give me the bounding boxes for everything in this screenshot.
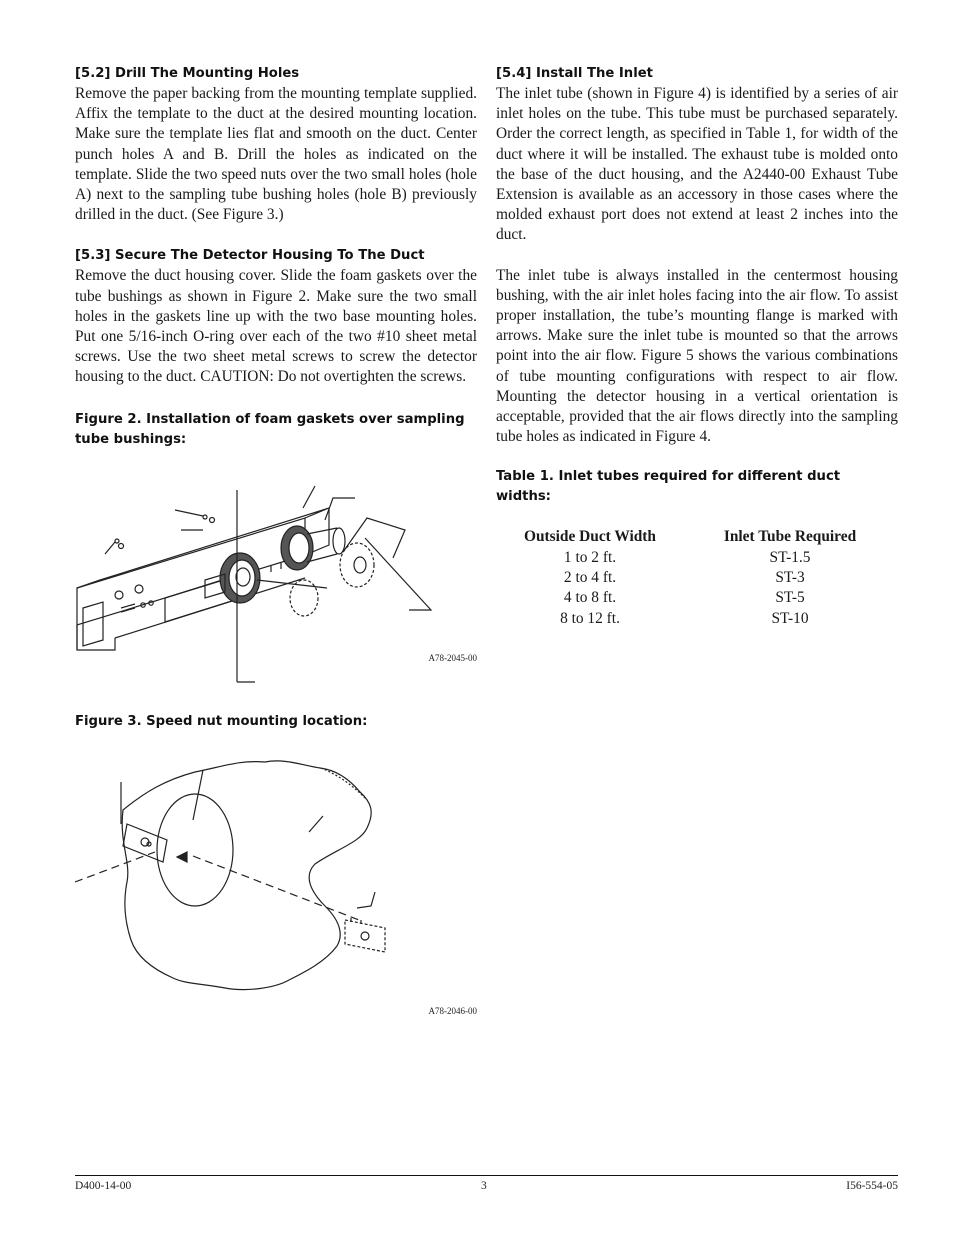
- inlet-tube-cell: ST-5: [775, 589, 805, 607]
- footer-page-number: 3: [481, 1180, 487, 1192]
- figure-3: [75, 732, 477, 1032]
- figure-2-caption: Figure 2. Installation of foam gaskets over sampling tube bushings:: [75, 411, 465, 447]
- table-row: [496, 609, 896, 629]
- section-5-3-body: Remove the duct housing cover. Slide the foam gaskets over the tube bushings as shown in Figure 2. Make sure the two small holes in the gaskets line up with the two base mounting holes. Put one 5/16-inch O-ring over each of the two #10 sheet metal screws. Use the two sheet metal screws to screw the detector housing to the duct. CAUTION: Do not overtighten the screws.: [75, 267, 477, 386]
- left-column: [75, 64, 477, 1032]
- section-5-4-body-2: The inlet tube is always installed in the centermost housing bushing, with the air inlet holes facing into the air flow. To assist proper installation, the tube’s mounting flange is marked with arrows. Make sure the inlet tube is mounted so that the arrows point into the air flow. Figure 5 shows the various combinations of tube mounting configurations with respect to air flow. Mounting the detector housing in a vertical orientation is acceptable, provided that the air flows directly into the sampling tube holes as indicated in Figure 4.: [496, 266, 898, 446]
- figure-3-caption: Figure 3. Speed nut mounting location:: [75, 713, 368, 729]
- screws-illustration: [105, 510, 215, 554]
- section-5-2-body: Remove the paper backing from the mounting template supplied. Affix the template to the duct at the desired mounting location. Make sure the template lies flat and smooth on the duct. Center punch holes A and B. Drill the holes as indicated on the template. Slide the two speed nuts over the two small holes (hole A) next to the sampling tube bushing holes (hole B) previously drilled in the duct. (See Figure 3.): [75, 85, 477, 224]
- inlet-tube-cell: ST-3: [775, 569, 805, 587]
- inlet-tube-cell: ST-10: [771, 609, 809, 627]
- duct-width-cell: 2 to 4 ft.: [563, 569, 617, 587]
- table-row: [496, 568, 896, 588]
- section-5-4-body-1: The inlet tube (shown in Figure 4) is identified by a series of air inlet holes on the tube. This tube must be purchased separately. Order the correct length, as specified in Table 1, for width of the duct where it will be installed. The exhaust tube is molded onto the base of the duct housing, and the A2440-00 Exhaust Tube Extension is available as an accessory in those cases where the molded exhaust port does not extend at least 2 inches into the duct.: [496, 85, 898, 244]
- duct-wall-illustration: [122, 761, 371, 990]
- figure-2: [75, 450, 477, 712]
- section-5-3-heading: [5.3] Secure The Detector Housing To The Duct: [75, 248, 425, 264]
- duct-width-cell: 4 to 8 ft.: [563, 589, 617, 607]
- section-5-4-heading: [5.4] Install The Inlet: [496, 66, 653, 81]
- figure-3-art-code: A78-2046-00: [428, 1005, 477, 1016]
- table-row: [496, 588, 896, 608]
- duct-width-cell: 8 to 12 ft.: [560, 609, 620, 627]
- figure-2-drawing: [75, 450, 477, 712]
- figure-2-art-code: A78-2045-00: [428, 652, 477, 663]
- footer-form-number: I56-554-05: [846, 1180, 898, 1192]
- inlet-tube-cell: ST-1.5: [769, 548, 811, 566]
- right-column: [496, 64, 898, 629]
- duct-width-cell: 1 to 2 ft.: [563, 548, 617, 566]
- table-1-caption: Table 1. Inlet tubes required for different duct widths:: [496, 469, 841, 505]
- figure-3-drawing: [75, 732, 477, 1032]
- page-footer: [75, 1175, 898, 1192]
- table-row: [496, 548, 896, 568]
- header-inlet-tube: Inlet Tube Required: [723, 528, 857, 546]
- header-duct-width: Outside Duct Width: [524, 528, 656, 546]
- inlet-tube-table: [496, 527, 896, 628]
- section-5-2-heading: [5.2] Drill The Mounting Holes: [75, 66, 300, 81]
- callout-leaders: [237, 486, 431, 682]
- speed-nut-loose-illustration: [309, 816, 385, 952]
- sampling-hole-illustration: [75, 794, 359, 920]
- footer-doc-number: D400-14-00: [75, 1180, 132, 1192]
- table-header-row: [496, 527, 896, 547]
- tube-bushings-illustration: [205, 518, 405, 616]
